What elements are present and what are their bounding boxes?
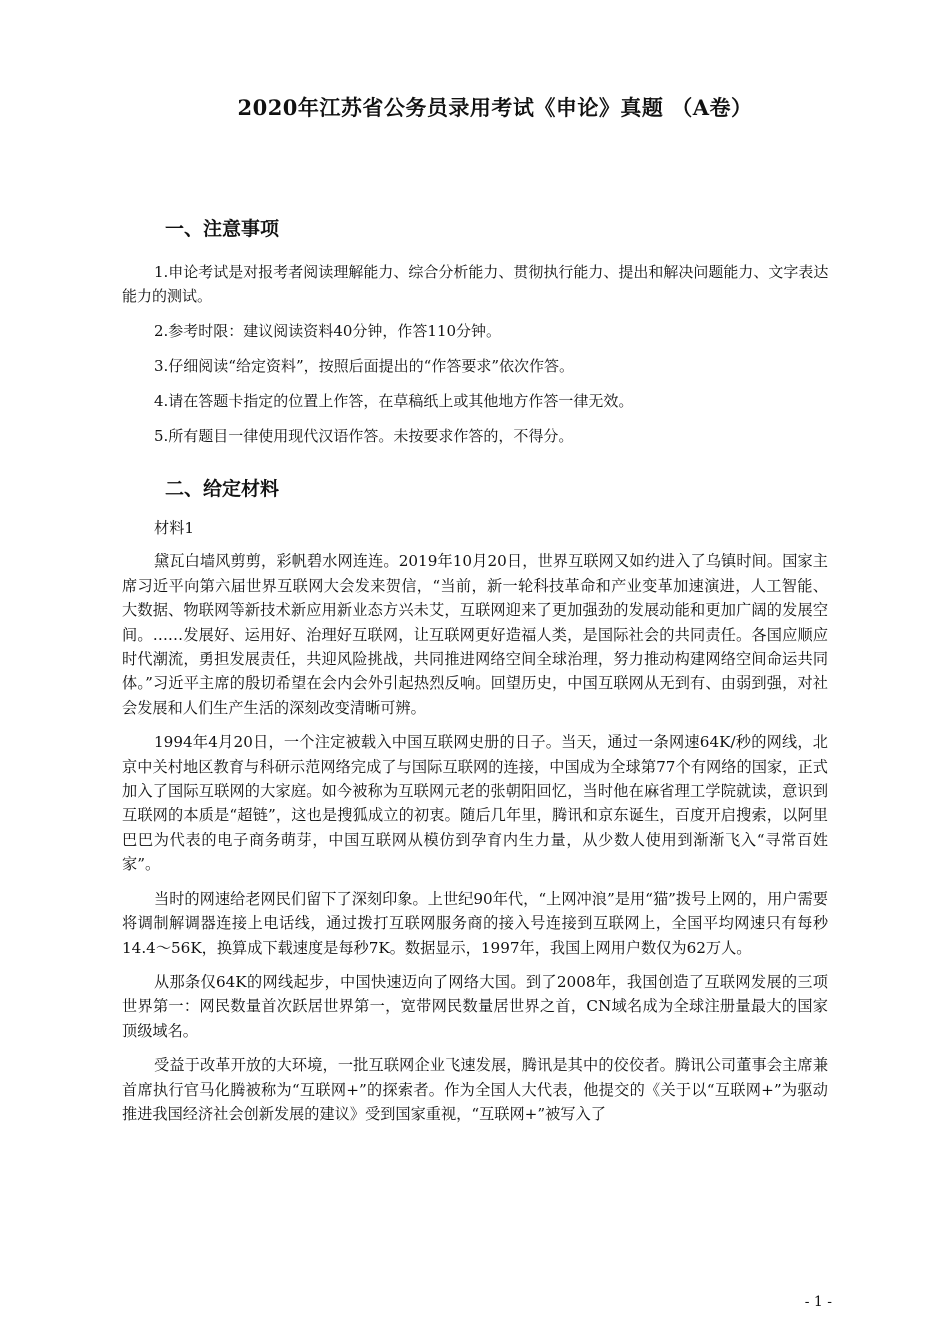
material-paragraph: 黛瓦白墙风剪剪，彩帆碧水网连连。2019年10月20日，世界互联网又如约进入了乌镇时间。国家主席习近平向第六届世界互联网大会发来贺信，“当前，新一轮科技革命和产业变革加速演进，人工智能、大数据、物联网等新技术新应用新业态方兴未艾，互联网迎来了更加强劲的发展动能和更加广阔的发展空间。……发展好、运用好、治理好互联网，让互联网更好造福人类，是国际社会的共同责任。各国应顺应时代潮流，勇担发展责任，共迎风险挑战，共同推进网络空间全球治理，努力推动构建网络空间命运共同体。”习近平主席的殷切希望在会内会外引起热烈反响。回望历史，中国互联网从无到有、由弱到强，对社会发展和人们生产生活的深刻改变清晰可辨。	[122, 552, 828, 717]
material-body	[122, 516, 828, 1136]
notes-list	[122, 260, 838, 459]
document-title: 2020年江苏省公务员录用考试《申论》真题 （A卷）	[237, 95, 753, 120]
note-item: 3.仔细阅读“给定资料”，按照后面提出的“作答要求”依次作答。	[154, 357, 574, 375]
material-paragraph: 受益于改革开放的大环境，一批互联网企业飞速发展，腾讯是其中的佼佼者。腾讯公司董事会主席兼首席执行官马化腾被称为“互联网+”的探索者。作为全国人大代表，他提交的《关于以“互联网+”为驱动推进我国经济社会创新发展的建议》受到国家重视，“互联网+”被写入了	[122, 1056, 828, 1123]
material-paragraph: 当时的网速给老网民们留下了深刻印象。上世纪90年代，“上网冲浪”是用“猫”拨号上网的，用户需要将调制解调器连接上电话线，通过拨打互联网服务商的接入号连接到互联网上，全国平均网速只有每秒14.4～56K，换算成下载速度是每秒7K。数据显示，1997年，我国上网用户数仅为62万人。	[122, 889, 828, 957]
note-item: 1.申论考试是对报考者阅读理解能力、综合分析能力、贯彻执行能力、提出和解决问题能力、文字表达能力的测试。	[122, 263, 829, 305]
note-item: 5.所有题目一律使用现代汉语作答。未按要求作答的，不得分。	[154, 427, 574, 445]
material-paragraph: 1994年4月20日，一个注定被载入中国互联网史册的日子。当天，通过一条网速64K/秒的网线，北京中关村地区教育与科研示范网络完成了与国际互联网的连接，中国成为全球第77个有网络的国家，正式加入了国际互联网的大家庭。如今被称为互联网元老的张朝阳回忆，当时他在麻省理工学院就读，意识到互联网的本质是“超链”，这也是搜狐成立的初衷。随后几年里，腾讯和京东诞生，百度开启搜索，以阿里巴巴为代表的电子商务萌芽，中国互联网从模仿到孕育内生力量，从少数人使用到渐渐飞入“寻常百姓家”。	[122, 733, 828, 874]
page-number: - 1 -	[804, 1294, 832, 1310]
section-heading-materials: 二、给定材料	[165, 478, 280, 500]
note-item: 2.参考时限：建议阅读资料40分钟，作答110分钟。	[154, 322, 502, 340]
material-label: 材料1	[154, 519, 195, 537]
section-heading-notes: 一、注意事项	[165, 218, 280, 240]
note-item: 4.请在答题卡指定的位置上作答，在草稿纸上或其他地方作答一律无效。	[154, 392, 634, 410]
material-paragraph: 从那条仅64K的网线起步，中国快速迈向了网络大国。到了2008年，我国创造了互联网发展的三项世界第一：网民数量首次跃居世界第一，宽带网民数量居世界之首，CN域名成为全球注册量最大的国家顶级域名。	[122, 972, 828, 1040]
